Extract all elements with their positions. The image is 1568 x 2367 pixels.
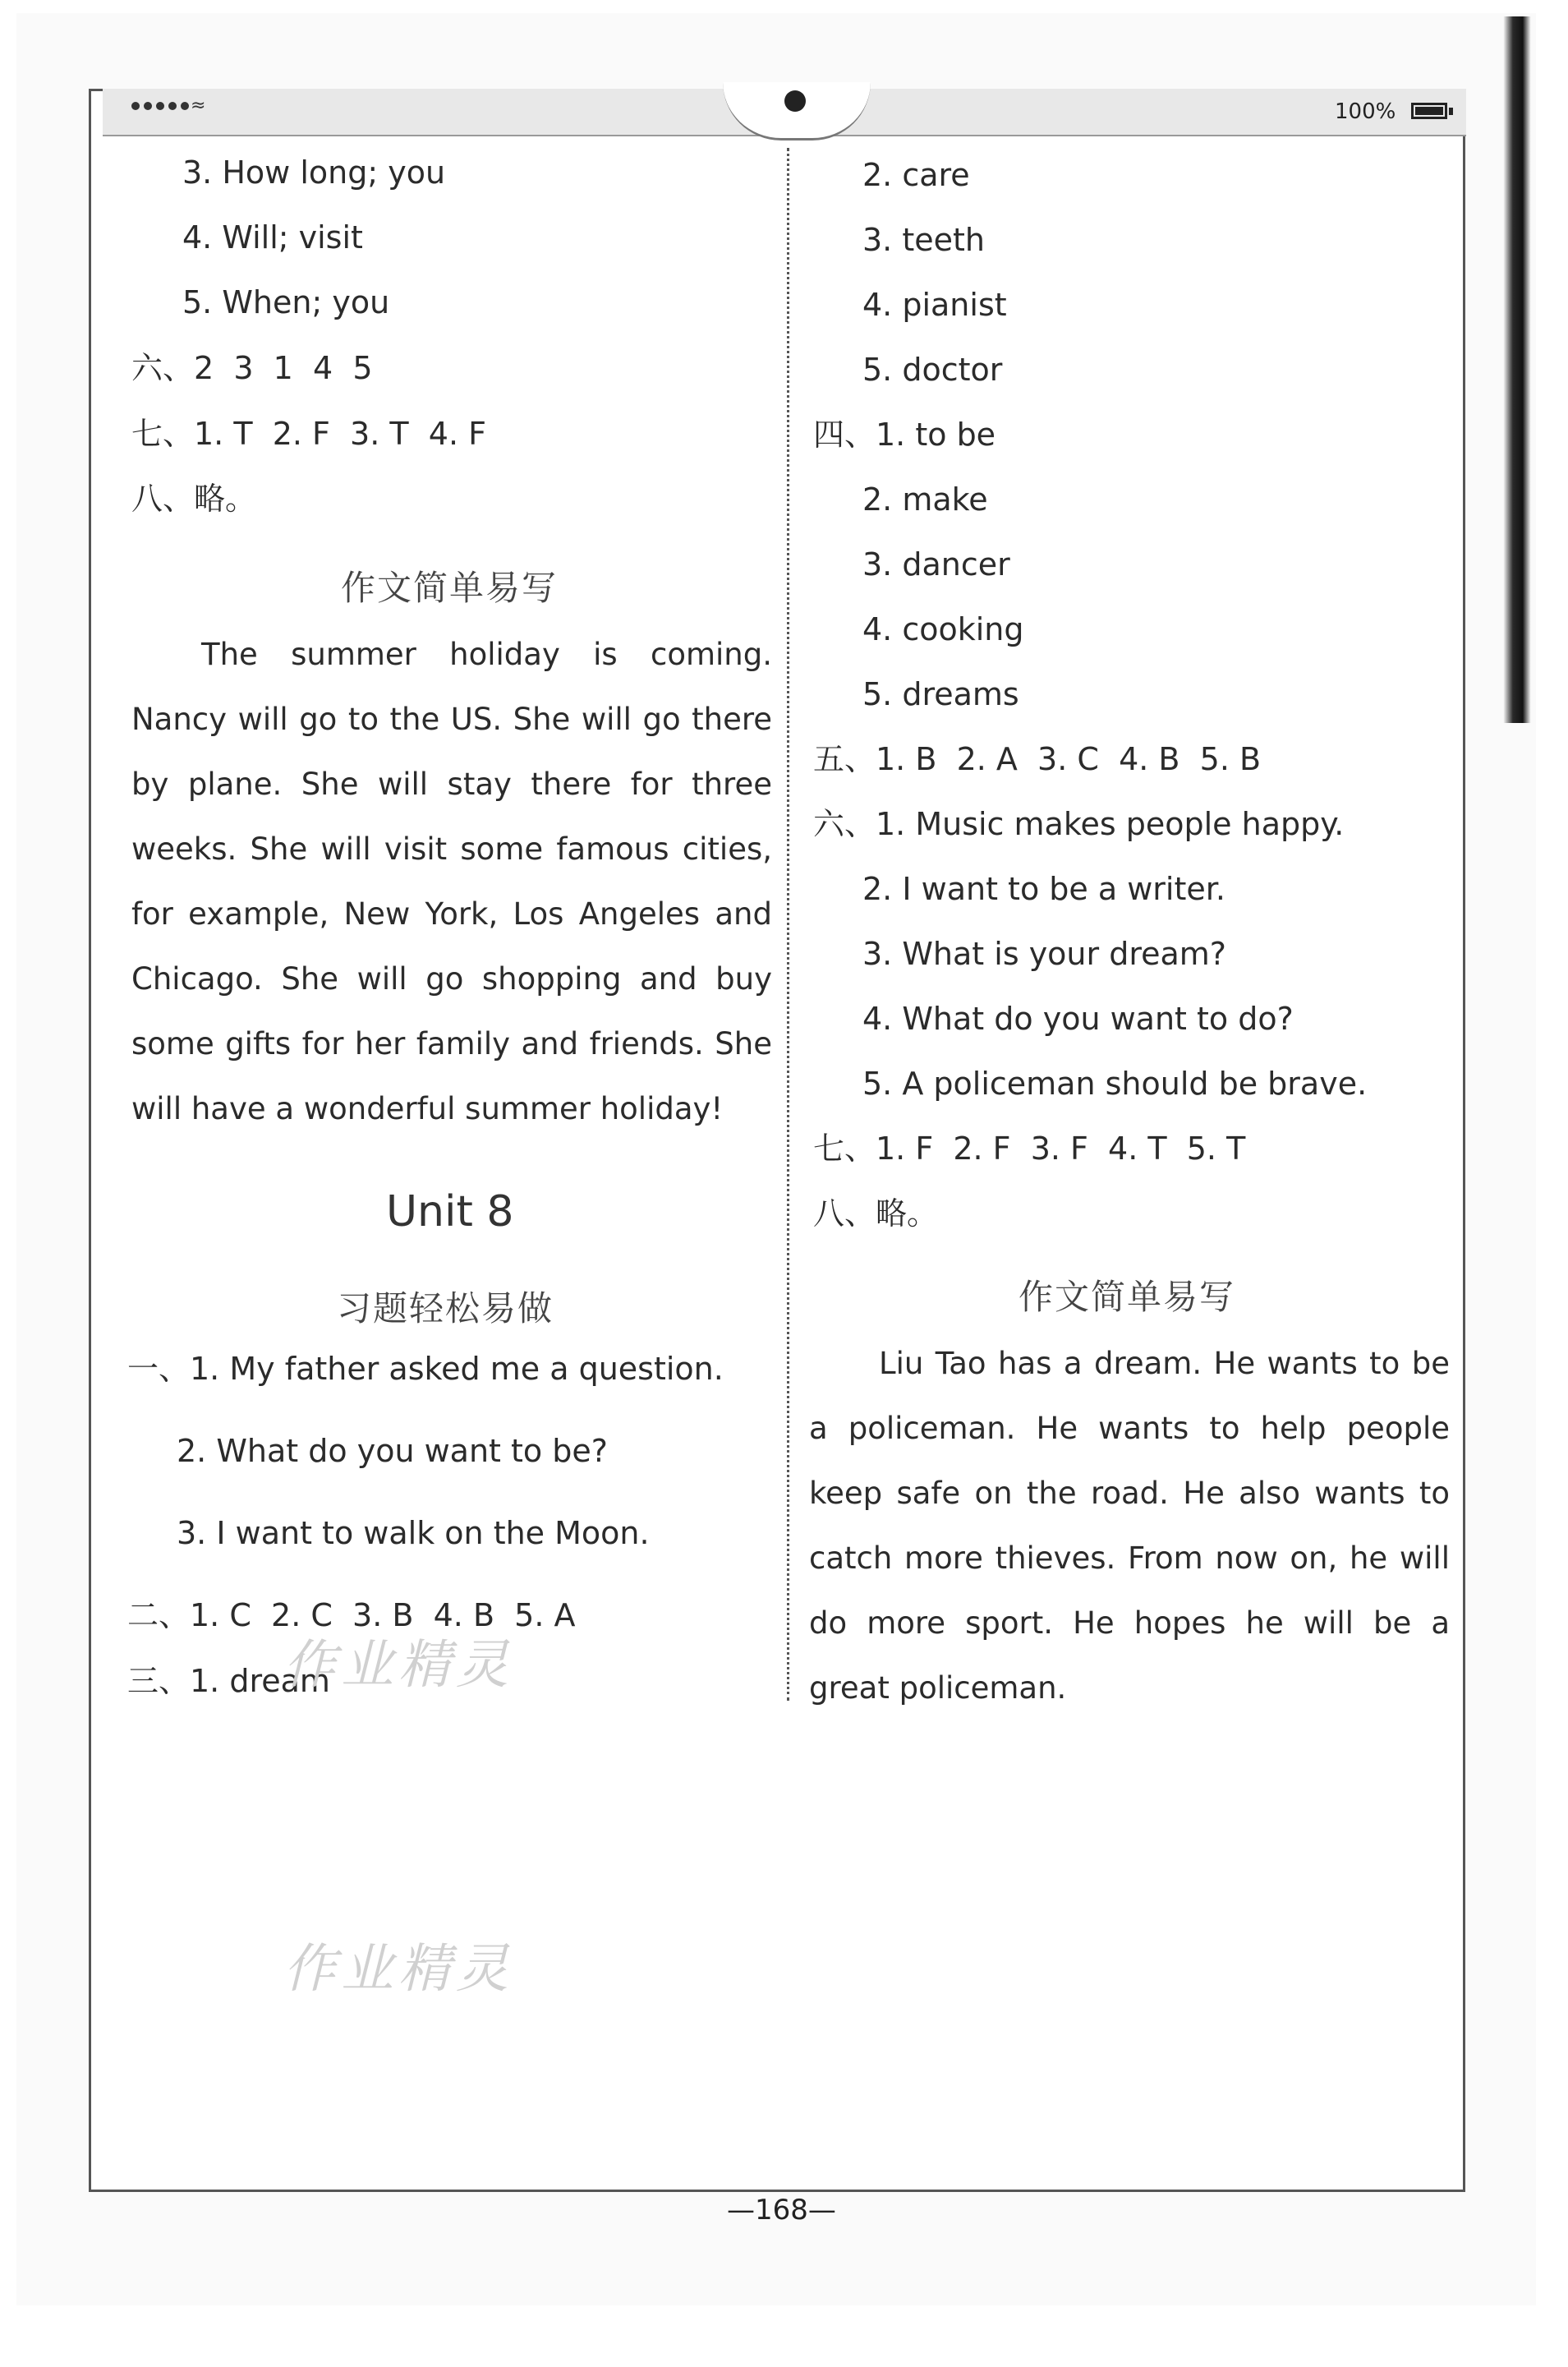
answer-line: 七、1. T 2. F 3. T 4. F	[131, 416, 486, 452]
answer-line: 三、1. dream	[127, 1663, 330, 1699]
battery-tip	[1449, 108, 1453, 115]
answer-line: 2. make	[862, 481, 988, 518]
answer-line: 5. doctor	[862, 352, 1003, 388]
answer-line: 八、略。	[813, 1195, 939, 1232]
answer-line: 3. What is your dream?	[862, 936, 1226, 972]
answer-line: 六、1. Music makes people happy.	[813, 806, 1345, 842]
wifi-icon: ≈	[191, 95, 206, 116]
essay-title-left: 作文简单易写	[341, 568, 559, 608]
answer-line: 一、1. My father asked me a question.	[127, 1351, 724, 1387]
answer-line: 八、略。	[131, 481, 257, 517]
essay-left: The summer holiday is coming. Nancy will go to the US. She will go there by plane. She will stay there for three weeks. She will visit some famous cities, for example, New York, Los Angeles and Chicago. She will go shopping and buy some gifts for her family and friends. She will have a wonderful summer holiday!	[131, 637, 772, 1126]
answer-line: 2. I want to be a writer.	[862, 871, 1225, 907]
watermark: 作业精灵	[283, 1939, 513, 2000]
answer-line: 六、2 3 1 4 5	[131, 350, 373, 386]
watermark: 作业精灵	[283, 1635, 513, 1696]
answer-line: 5. When; you	[182, 284, 390, 320]
exercise-title: 习题轻松易做	[337, 1288, 554, 1329]
answer-line: 4. pianist	[862, 287, 1007, 323]
answer-line: 3. I want to walk on the Moon.	[177, 1515, 650, 1551]
camera-dot-icon	[784, 90, 806, 112]
book-spine	[1503, 16, 1531, 723]
answer-line: 四、1. to be	[813, 417, 996, 453]
answer-line: 5. A policeman should be brave.	[862, 1066, 1368, 1102]
battery-icon	[1411, 103, 1447, 119]
answer-line: 二、1. C 2. C 3. B 4. B 5. A	[127, 1597, 576, 1633]
answer-line: 七、1. F 2. F 3. F 4. T 5. T	[813, 1131, 1246, 1167]
essay-right: Liu Tao has a dream. He wants to be a policeman. He wants to help people keep safe on the road. He also wants to catch more thieves. From now on, he will do more sport. He hopes he will be a great policeman.	[809, 1346, 1450, 1706]
answer-line: 2. What do you want to be?	[177, 1433, 608, 1469]
page-number: —168—	[727, 2194, 836, 2227]
answer-line: 五、1. B 2. A 3. C 4. B 5. B	[813, 741, 1262, 777]
answer-line: 4. Will; visit	[182, 219, 363, 256]
battery-percent: 100%	[1335, 99, 1396, 124]
answer-line: 3. dancer	[862, 546, 1010, 583]
unit-title: Unit 8	[386, 1187, 514, 1236]
answer-line: 3. How long; you	[182, 154, 446, 191]
essay-title-right: 作文简单易写	[1019, 1277, 1236, 1317]
signal-icon	[131, 102, 189, 110]
answer-line: 3. teeth	[862, 222, 985, 258]
column-divider	[787, 148, 789, 1701]
answer-line: 4. What do you want to do?	[862, 1001, 1294, 1037]
answer-line: 4. cooking	[862, 611, 1024, 647]
answer-line: 5. dreams	[862, 676, 1019, 712]
answer-line: 2. care	[862, 157, 970, 193]
